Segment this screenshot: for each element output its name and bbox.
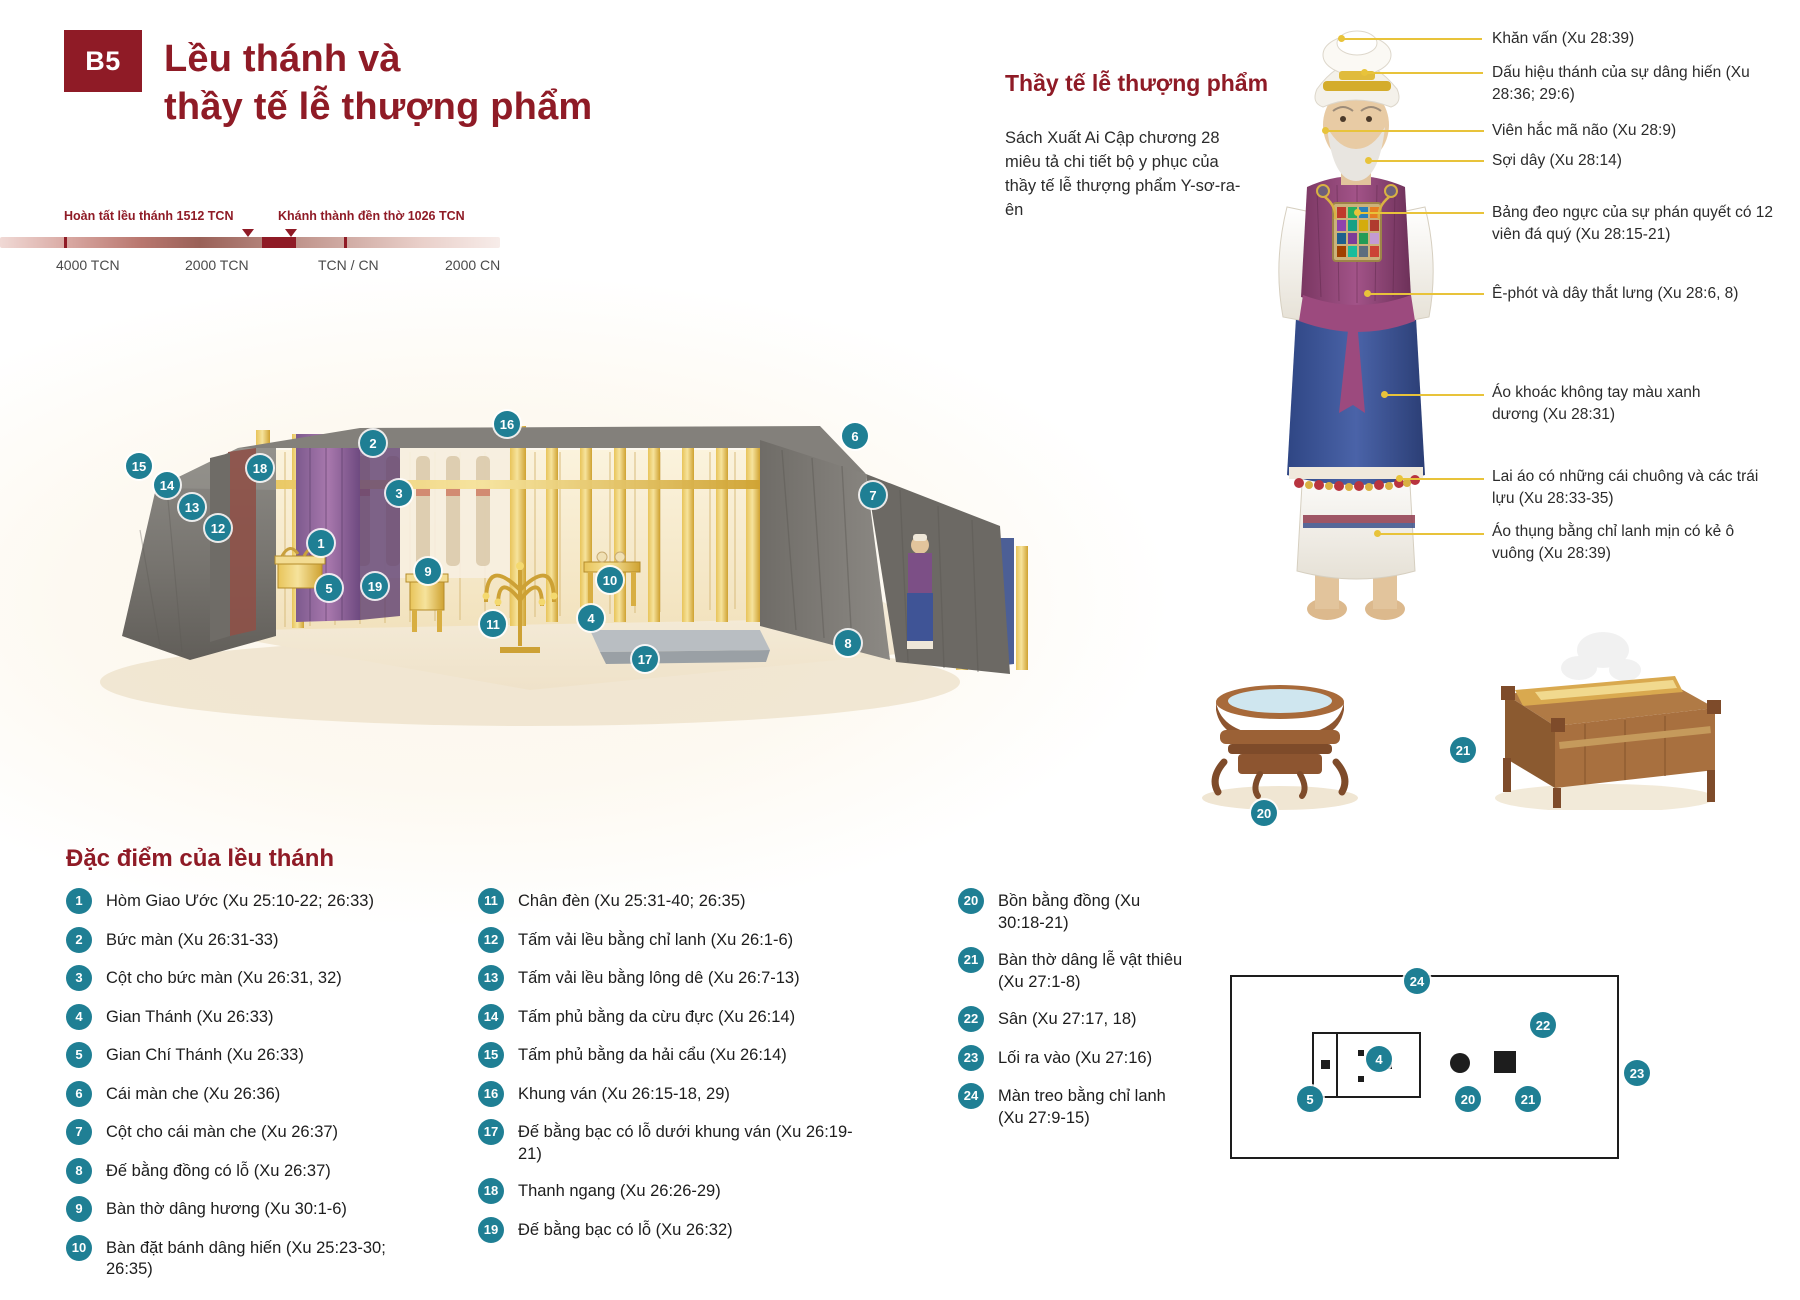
timeline-tick-b <box>344 237 347 248</box>
tabernacle-illustration <box>60 330 1060 730</box>
legend-number: 22 <box>958 1006 984 1032</box>
legend-text: Màn treo bằng chỉ lanh (Xu 27:9-15) <box>998 1087 1166 1127</box>
marker-17[interactable]: 17 <box>632 646 658 672</box>
timeline-arrow-b <box>285 229 297 237</box>
timeline-tick-a <box>64 237 67 248</box>
legend-number: 21 <box>958 947 984 973</box>
legend-number: 15 <box>478 1042 504 1068</box>
legend-column-2 <box>478 888 868 1255</box>
legend-number: 14 <box>478 1004 504 1030</box>
legend-item[interactable] <box>478 1042 868 1068</box>
legend-number: 24 <box>958 1083 984 1109</box>
legend-text: Bức màn (Xu 26:31-33) <box>106 930 279 949</box>
priest-description: Sách Xuất Ai Cập chương 28 miêu tả chi tiết bộ y phục của thầy tế lễ thượng phẩm Y-sơ-ra-ên <box>1005 129 1241 219</box>
page-title <box>164 36 592 131</box>
legend-item[interactable] <box>958 947 1188 994</box>
section-badge: B5 <box>64 30 142 92</box>
timeline-tick-label-4: 2000 CN <box>445 257 501 273</box>
legend-column-1 <box>66 888 416 1294</box>
high-priest-illustration <box>1245 15 1465 635</box>
bronze-basin-illustration <box>1180 670 1380 810</box>
leader-dot-4 <box>1365 157 1372 164</box>
legend-item[interactable] <box>66 1235 416 1282</box>
leader-line-8 <box>1400 478 1484 480</box>
legend-item[interactable] <box>478 1004 868 1030</box>
legend-item[interactable] <box>66 1196 416 1222</box>
timeline-tick-label-1: 4000 TCN <box>56 257 120 273</box>
priest-callout-1: Khăn vấn (Xu 28:39) <box>1492 30 1635 47</box>
legend-number: 2 <box>66 927 92 953</box>
legend-number: 16 <box>478 1081 504 1107</box>
plan-marker-4[interactable]: 4 <box>1366 1046 1392 1072</box>
legend-item[interactable] <box>66 927 416 953</box>
marker-18[interactable]: 18 <box>247 455 273 481</box>
leader-line-6 <box>1368 293 1484 295</box>
leader-dot-6 <box>1364 290 1371 297</box>
leader-line-7 <box>1385 394 1484 396</box>
timeline <box>0 185 520 273</box>
legend-number: 10 <box>66 1235 92 1261</box>
legend-text: Cột cho cái màn che (Xu 26:37) <box>106 1123 339 1141</box>
plan-marker-23[interactable]: 23 <box>1624 1060 1650 1086</box>
legend-text: Đế bằng đồng có lỗ (Xu 26:37) <box>106 1161 331 1180</box>
priest-callout-4: Sợi dây (Xu 28:14) <box>1492 152 1622 169</box>
legend-text: Lối ra vào (Xu 27:16) <box>998 1048 1153 1067</box>
legend-item[interactable] <box>478 927 868 953</box>
legend-text: Tấm vải lều bằng chỉ lanh (Xu 26:1-6) <box>518 930 794 949</box>
page-title-line2: thầy tế lễ thượng phẩm <box>164 85 593 128</box>
priest-callout-2: Dấu hiệu thánh của sự dâng hiến (Xu 28:36; 29:6) <box>1492 64 1750 103</box>
legend-text: Tấm phủ bằng da cừu đực (Xu 26:14) <box>518 1007 796 1026</box>
legend-text: Bàn đặt bánh dâng hiến (Xu 25:23-30; 26:35) <box>106 1238 386 1279</box>
legend-item[interactable] <box>66 888 416 914</box>
priest-callout-5: Bảng đeo ngực của sự phán quyết có 12 viên đá quý (Xu 28:15-21) <box>1492 204 1774 243</box>
legend-item[interactable] <box>478 1178 868 1204</box>
legend-text: Cái màn che (Xu 26:36) <box>106 1084 281 1103</box>
marker-13[interactable]: 13 <box>179 494 205 520</box>
legend-item[interactable] <box>958 1083 1188 1130</box>
leader-line-4 <box>1369 160 1484 162</box>
legend-number: 8 <box>66 1158 92 1184</box>
legend-number: 12 <box>478 927 504 953</box>
legend-text: Tấm phủ bằng da hải cẩu (Xu 26:14) <box>518 1046 787 1064</box>
legend-text: Đế bằng bạc có lỗ dưới khung ván (Xu 26:19-21) <box>518 1123 853 1163</box>
marker-14[interactable]: 14 <box>154 472 180 498</box>
legend-number: 7 <box>66 1119 92 1145</box>
marker-9[interactable]: 9 <box>415 558 441 584</box>
legend-item[interactable] <box>478 888 868 914</box>
marker-21[interactable]: 21 <box>1450 737 1476 763</box>
plan-marker-21[interactable]: 21 <box>1515 1086 1541 1112</box>
leader-dot-2 <box>1361 69 1368 76</box>
legend-item[interactable] <box>66 1158 416 1184</box>
marker-16[interactable]: 16 <box>494 411 520 437</box>
timeline-tick-label-2: 2000 TCN <box>185 257 249 273</box>
courtyard-plan-diagram <box>1230 975 1619 1159</box>
legend-item[interactable] <box>478 1119 868 1166</box>
legend-item[interactable] <box>478 1217 868 1243</box>
marker-5[interactable]: 5 <box>316 575 342 601</box>
timeline-event-2: Khánh thành đền thờ 1026 TCN <box>278 209 465 223</box>
leader-line-5 <box>1358 212 1484 214</box>
legend-number: 6 <box>66 1081 92 1107</box>
legend-item[interactable] <box>478 965 868 991</box>
priest-callout-3: Viên hắc mã não (Xu 28:9) <box>1492 122 1677 139</box>
priest-callout-8: Lai áo có những cái chuông và các trái lựu (Xu 28:33-35) <box>1492 468 1759 507</box>
legend-number: 11 <box>478 888 504 914</box>
plan-marker-24[interactable]: 24 <box>1404 968 1430 994</box>
marker-8[interactable]: 8 <box>835 630 861 656</box>
legend-item[interactable] <box>66 1081 416 1107</box>
legend-number: 13 <box>478 965 504 991</box>
legend-text: Bàn thờ dâng lễ vật thiêu (Xu 27:1-8) <box>998 951 1183 991</box>
priest-callout-9: Áo thụng bằng chỉ lanh mịn có kẻ ô vuông (Xu 28:39) <box>1492 523 1735 562</box>
marker-20[interactable]: 20 <box>1251 800 1277 826</box>
leader-dot-8 <box>1396 475 1403 482</box>
legend-number: 5 <box>66 1042 92 1068</box>
plan-ark-symbol <box>1321 1060 1330 1069</box>
legend-text: Hòm Giao Ước (Xu 25:10-22; 26:33) <box>106 892 374 910</box>
legend-number: 19 <box>478 1217 504 1243</box>
legend-text: Thanh ngang (Xu 26:26-29) <box>518 1182 721 1201</box>
marker-10[interactable]: 10 <box>597 567 623 593</box>
plan-lampstand-symbol <box>1358 1076 1364 1082</box>
plan-veil-divider <box>1336 1034 1338 1096</box>
legend-text: Bàn thờ dâng hương (Xu 30:1-6) <box>106 1200 347 1218</box>
legend-item[interactable] <box>66 1004 416 1030</box>
legend-text: Sân (Xu 27:17, 18) <box>998 1010 1137 1029</box>
legend-item[interactable] <box>66 965 416 991</box>
legend-text: Gian Thánh (Xu 26:33) <box>106 1007 274 1026</box>
timeline-tick-label-3: TCN / CN <box>318 257 379 273</box>
legend-text: Gian Chí Thánh (Xu 26:33) <box>106 1046 304 1064</box>
leader-dot-3 <box>1322 127 1329 134</box>
marker-4[interactable]: 4 <box>578 605 604 631</box>
priest-callout-6: Ê-phót và dây thắt lưng (Xu 28:6, 8) <box>1492 285 1739 302</box>
legend-number: 23 <box>958 1045 984 1071</box>
leader-dot-5 <box>1354 209 1361 216</box>
legend-number: 4 <box>66 1004 92 1030</box>
legend-number: 9 <box>66 1196 92 1222</box>
leader-line-3 <box>1326 130 1484 132</box>
plan-marker-22[interactable]: 22 <box>1530 1012 1556 1038</box>
legend-text: Cột cho bức màn (Xu 26:31, 32) <box>106 969 342 987</box>
marker-19[interactable]: 19 <box>362 573 388 599</box>
legend-text: Khung ván (Xu 26:15-18, 29) <box>518 1084 730 1103</box>
marker-1[interactable]: 1 <box>308 530 334 556</box>
leader-dot-7 <box>1381 391 1388 398</box>
legend-number: 18 <box>478 1178 504 1204</box>
marker-15[interactable]: 15 <box>126 453 152 479</box>
leader-line-2 <box>1365 72 1483 74</box>
legend-text: Đế bằng bạc có lỗ (Xu 26:32) <box>518 1220 733 1239</box>
plan-marker-20[interactable]: 20 <box>1455 1086 1481 1112</box>
priest-callout-7: Áo khoác không tay màu xanh dương (Xu 28:31) <box>1492 384 1701 423</box>
marker-11[interactable]: 11 <box>480 611 506 637</box>
legend-item[interactable] <box>478 1081 868 1107</box>
timeline-arrow-a <box>242 229 254 237</box>
plan-table-symbol <box>1358 1050 1364 1056</box>
legend-number: 20 <box>958 888 984 914</box>
legend-text: Chân đèn (Xu 25:31-40; 26:35) <box>518 892 746 910</box>
marker-12[interactable]: 12 <box>205 515 231 541</box>
legend-column-3 <box>958 888 1188 1142</box>
legend-number: 17 <box>478 1119 504 1145</box>
leader-dot-9 <box>1374 530 1381 537</box>
timeline-highlight-block <box>262 237 296 248</box>
timeline-event-1: Hoàn tất lều thánh 1512 TCN <box>64 209 234 223</box>
priest-section-title: Thầy tế lễ thượng phẩm <box>1005 70 1269 96</box>
marker-2[interactable]: 2 <box>360 430 386 456</box>
marker-3[interactable]: 3 <box>386 480 412 506</box>
legend-title: Đặc điểm của lều thánh <box>66 845 335 872</box>
legend-item[interactable] <box>958 888 1188 935</box>
leader-line-9 <box>1378 533 1484 535</box>
marker-7[interactable]: 7 <box>860 482 886 508</box>
leader-dot-1 <box>1338 35 1345 42</box>
marker-6[interactable]: 6 <box>842 423 868 449</box>
burnt-offering-altar-illustration <box>1475 630 1735 810</box>
legend-item[interactable] <box>958 1045 1188 1071</box>
legend-item[interactable] <box>66 1042 416 1068</box>
plan-marker-5[interactable]: 5 <box>1297 1086 1323 1112</box>
page-title-line1: Lều thánh và <box>164 38 401 80</box>
legend-text: Tấm vải lều bằng lông dê (Xu 26:7-13) <box>518 969 800 987</box>
plan-altar-symbol <box>1494 1051 1516 1073</box>
leader-line-1 <box>1342 38 1482 40</box>
legend-item[interactable] <box>958 1006 1188 1032</box>
legend-number: 3 <box>66 965 92 991</box>
timeline-bar <box>0 237 500 248</box>
legend-item[interactable] <box>66 1119 416 1145</box>
legend-text: Bồn bằng đồng (Xu 30:18-21) <box>998 892 1141 932</box>
plan-basin-symbol <box>1450 1053 1470 1073</box>
legend-number: 1 <box>66 888 92 914</box>
